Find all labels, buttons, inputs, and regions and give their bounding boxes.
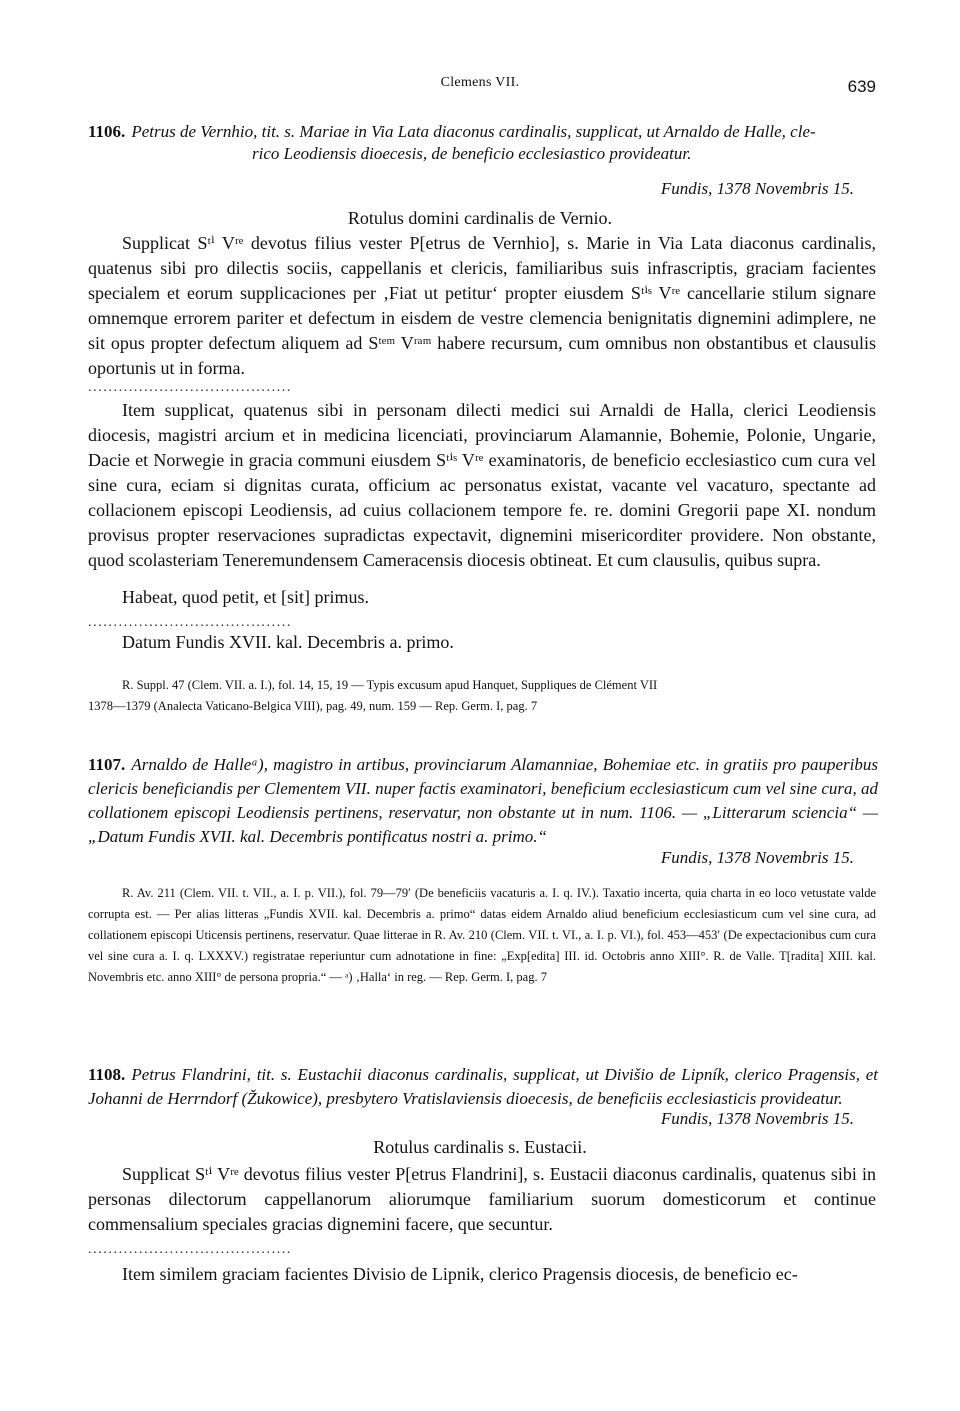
entry-1106-habeat: Habeat, quod petit, et [sit] primus. (122, 587, 369, 607)
entry-1106-number: 1106. (88, 122, 126, 141)
entry-1108-rotulus: Rotulus cardinalis s. Eustacii. (373, 1137, 587, 1157)
entry-1106-rotulus: Rotulus domini cardinalis de Vernio. (347, 208, 613, 228)
entry-1108-paragraph-2 (88, 1262, 876, 1287)
entry-1106-paragraph-2-text: Item supplicat, quatenus sibi in personam dilecti medici sui Arnaldi de Halla, clerici Leodiensis diocesis, magistri arcium et in medicina licenciati, provinciarum Alamannie, Bohemie, Polonie, Ungarie, Dacie et Norwegie in gracia communi eiusdem Sᵗⁱˢ Vʳᵉ examinatoris, de beneficio ecclesiastico cum cura vel sine cura, eciam si dignitas curata, officium ac personatus existat, vacante vel vacaturo, spectante ad collacionem episcopi Leodiensis, ad cuius collacionem tempore fe. re. domini Gregorii pape XI. nondum provisus propter reservaciones supradictas expectavit, dignemini misericorditer providere. Non obstante, quod scolasteriam Teneremundensem Cameracensis diocesis obtineat. Et cum clausulis, quibus supra. (88, 400, 876, 570)
entry-1106-source-note-line2: 1378—1379 (Analecta Vaticano-Belgica VIII), pag. 49, num. 159 — Rep. Germ. I, pag. 7 (88, 699, 538, 713)
entry-1107-summary (88, 753, 878, 849)
entry-1108-summary-text: Petrus Flandrini, tit. s. Eustachii diaconus cardinalis, supplicat, ut Divišio de Lipník, clerico Pragensis, et Johanni de Herrndorf (Žukowice), presbytero Vratislaviensis dioecesis, de beneficiis ecclesiasticis provideatur. (88, 1065, 878, 1108)
entry-1106-paragraph-1 (88, 231, 876, 381)
entry-1106-summary-line1: Petrus de Vernhio, tit. s. Mariae in Via Lata diaconus cardinalis, supplicat, ut Arnaldo de Halle, cle- (131, 122, 816, 141)
entry-1107-summary-text: Arnaldo de Halleᵃ), magistro in artibus, provinciarum Alamanniae, Bohemiae etc. in gratiis pro pauperibus clericis beneficiandis per Clementem VII. nuper factis examinatori, beneficium ecclesiasticum cum vel sine cura, ad collationem episcopi Leodiensis pertinens, reservatur, non obstante ut in num. 1106. — „Litterarum sciencia“ — „Datum Fundis XVII. kal. Decembris pontificatus nostri a. primo.“ (88, 755, 878, 846)
entry-1107-number: 1107. (88, 755, 126, 774)
entry-1107-source-note (88, 883, 876, 988)
entry-1106-ellipsis-2: ........................................ (88, 615, 292, 630)
entry-1106-source-note-line1: R. Suppl. 47 (Clem. VII. a. I.), fol. 14, 15, 19 — Typis excusum apud Hanquet, Suppliques de Clément VII (122, 678, 658, 692)
entry-1106-summary-line2: rico Leodiensis dioecesis, de beneficio ecclesiastico provideatur. (252, 144, 692, 163)
entry-1106-datum: Datum Fundis XVII. kal. Decembris a. primo. (122, 632, 454, 652)
entry-1108-paragraph-2-text: Item similem graciam facientes Divisio de Lipnik, clerico Pragensis diocesis, de beneficio ec- (122, 1264, 798, 1284)
running-head (0, 70, 960, 100)
entry-1106-ellipsis-1: ........................................ (88, 380, 292, 395)
entry-1108-ellipsis: ........................................ (88, 1242, 292, 1257)
entry-1106-date: Fundis, 1378 Novembris 15. (660, 179, 854, 198)
entry-1107-date: Fundis, 1378 Novembris 15. (660, 848, 854, 867)
entry-1108-paragraph-1-text: Supplicat Sᵗⁱ Vʳᵉ devotus filius vester P[etrus Flandrini], s. Eustacii diaconus cardinalis, quatenus sibi in personas dilectorum cappellanorum aliorumque familiarium suorum domesticorum et continue commensalium speciales gracias dignemini facere, que secuntur. (88, 1164, 876, 1234)
entry-1106-summary (88, 121, 878, 165)
running-title: Clemens VII. (440, 75, 520, 90)
entry-1108-paragraph-1 (88, 1162, 876, 1237)
entry-1107-source-note-text: R. Av. 211 (Clem. VII. t. VII., a. I. p. VII.), fol. 79—79′ (De beneficiis vacaturis a. I. q. IV.). Taxatio incerta, quia charta in eo loco vetustate valde corrupta est. — Per alias litteras „Fundis XVII. kal. Decembris a. primo“ datas eidem Arnaldo aliud beneficium ecclesiasticum cum vel sine cura, ad collationem episcopi Uticensis pertinens, reservatur. Quae litterae in R. Av. 210 (Clem. VII. t. VI., a. I. p. VI.), fol. 453—453′ (De expectacionibus cum cura vel sine cura a. I. q. LXXXV.) registratae reperiuntur cum adnotatione in fine: „Exp[edita] III. id. Octobris anno XIII°. R. de Valle. T[radita] XIII. kal. Novembris etc. anno XIII° de persona propria.“ — ᵃ) ‚Halla‘ in reg. — Rep. Germ. I, pag. 7 (88, 886, 876, 984)
entry-1108-summary (88, 1063, 878, 1111)
entry-1106-source-note (88, 675, 876, 717)
entry-1108-date: Fundis, 1378 Novembris 15. (660, 1109, 854, 1128)
entry-1106-paragraph-2 (88, 398, 876, 573)
entry-1106-paragraph-1-text: Supplicat Sᵗⁱ Vʳᵉ devotus filius vester P[etrus de Vernhio], s. Marie in Via Lata diaconus cardinalis, quatenus sibi pro dilectis sociis, cappellanis et clericis, familiaribus suis infrascriptis, graciam facientes specialem et eorum supplicaciones per ‚Fiat ut petitur‘ propter eiusdem Sᵗⁱˢ Vʳᵉ cancellarie stilum signare omnemque errorem pariter et defectum in eisdem de vestre clemencia benignitatis dignemini adimplere, ne sit opus propter defectum aliquem ad Sᵗᵉᵐ Vʳᵃᵐ habere recursum, cum omnibus non obstantibus et clausulis oportunis ut in forma. (88, 233, 876, 378)
entry-1108-number: 1108. (88, 1065, 126, 1084)
page-number: 639 (847, 77, 876, 96)
